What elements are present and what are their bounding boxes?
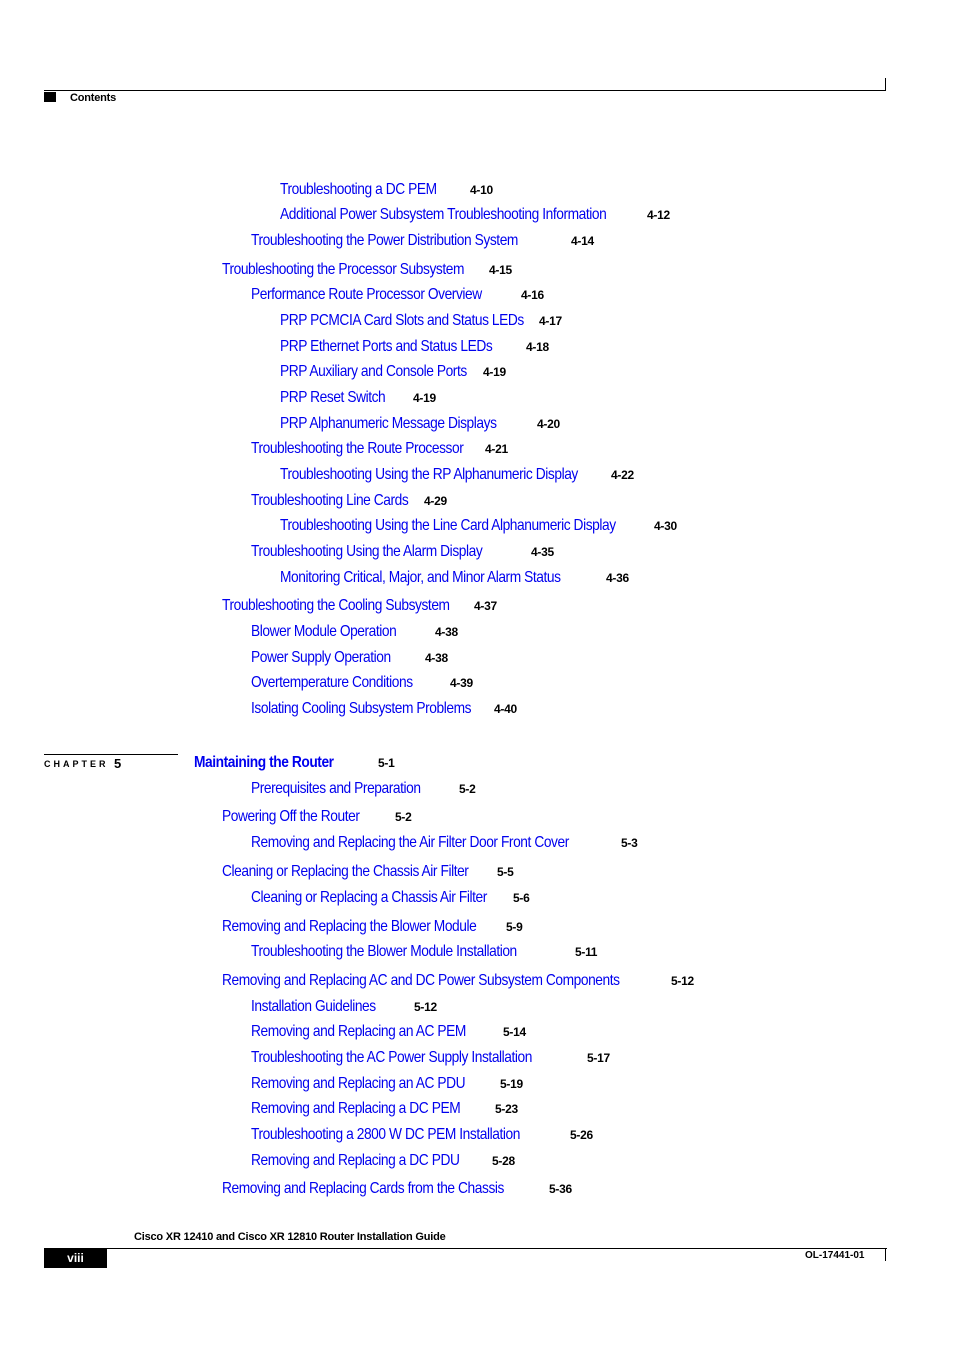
toc-entry-page: 4-39 [450,676,473,690]
toc-entry-page: 4-15 [489,263,512,277]
toc-entry-page: 4-22 [611,468,634,482]
toc-entry[interactable] [251,1099,518,1119]
toc-entry[interactable] [280,311,564,331]
toc-entry[interactable] [222,971,694,991]
toc-entry-title[interactable]: Powering Off the Router [222,808,360,825]
toc-entry-title[interactable]: Troubleshooting Using the RP Alphanumeric Display [280,466,578,483]
toc-entry[interactable] [222,862,514,882]
toc-entry-page: 4-35 [531,545,554,559]
toc-entry[interactable] [222,1179,572,1199]
toc-entry-title[interactable]: Troubleshooting the Processor Subsystem [222,261,464,278]
toc-entry-page: 5-36 [549,1182,572,1196]
toc-entry-title[interactable]: Troubleshooting Using the Alarm Display [251,543,483,560]
toc-entry-title[interactable]: Overtemperature Conditions [251,674,413,691]
toc-entry[interactable] [251,1022,526,1042]
toc-entry-page: 5-3 [621,836,638,850]
toc-entry[interactable] [251,439,508,459]
toc-entry[interactable] [222,917,523,937]
footer-title: Cisco XR 12410 and Cisco XR 12810 Router Installation Guide [134,1231,446,1243]
toc-entry-page: 4-38 [425,651,448,665]
toc-entry-title[interactable]: Blower Module Operation [251,623,397,640]
toc-entry-title[interactable]: Removing and Replacing an AC PDU [251,1075,466,1092]
chapter-number: 5 [114,756,122,771]
toc-entry[interactable] [251,622,458,642]
toc-entry-page: 4-19 [413,391,436,405]
toc-entry-page: 5-9 [506,920,523,934]
toc-entry[interactable] [280,337,549,357]
toc-entry[interactable] [280,516,677,536]
toc-entry[interactable] [280,388,436,408]
toc-entry[interactable] [280,205,670,225]
toc-entry[interactable] [251,1074,523,1094]
toc-entry-title[interactable]: Removing and Replacing AC and DC Power Subsystem Components [222,972,620,989]
toc-entry-page: 4-18 [526,340,549,354]
header-rule [44,90,886,91]
toc-entry-page: 4-14 [571,234,594,248]
toc-entry-page: 4-20 [537,417,560,431]
toc-entry[interactable] [280,180,493,200]
toc-entry-page: 4-12 [647,208,670,222]
toc-entry-title[interactable]: Removing and Replacing Cards from the Chassis [222,1180,504,1197]
footer-rule [107,1248,887,1249]
toc-entry[interactable] [251,1125,593,1145]
toc-entry-title[interactable]: Removing and Replacing a DC PEM [251,1100,461,1117]
toc-entry-title[interactable]: Monitoring Critical, Major, and Minor Alarm Status [280,569,561,586]
chapter-label: CHAPTER [44,759,109,769]
toc-entry-title[interactable]: Installation Guidelines [251,998,376,1015]
toc-entry-page: 5-1 [378,756,395,770]
toc-entry-title[interactable]: Isolating Cooling Subsystem Problems [251,700,472,717]
toc-entry-title[interactable]: Troubleshooting the Power Distribution System [251,232,518,249]
toc-entry-title[interactable]: Troubleshooting a 2800 W DC PEM Installation [251,1126,520,1143]
toc-entry-page: 4-30 [654,519,677,533]
toc-entry-title[interactable]: Removing and Replacing an AC PEM [251,1023,466,1040]
toc-entry-title[interactable]: PRP PCMCIA Card Slots and Status LEDs [280,312,524,329]
toc-entry-page: 4-21 [485,442,508,456]
toc-entry-title[interactable]: Power Supply Operation [251,649,391,666]
toc-entry-page: 5-14 [503,1025,526,1039]
toc-entry-title[interactable]: Removing and Replacing the Blower Module [222,918,477,935]
toc-entry-title[interactable]: Troubleshooting Using the Line Card Alphanumeric Display [280,517,616,534]
footer-page-number: viii [44,1248,107,1268]
toc-entry-page: 4-36 [606,571,629,585]
toc-entry-page: 5-11 [575,945,598,959]
toc-entry-page: 5-12 [671,974,694,988]
toc-entry-page: 5-6 [513,891,530,905]
toc-entry[interactable] [251,779,476,799]
toc-entry-title[interactable]: Troubleshooting Line Cards [251,492,409,509]
toc-entry[interactable] [251,285,544,305]
toc-entry-page: 5-19 [500,1077,523,1091]
toc-entry-page: 4-10 [470,183,493,197]
toc-entry[interactable] [280,414,560,434]
toc-entry[interactable] [194,753,395,773]
toc-entry-page: 4-19 [483,365,506,379]
toc-entry-title[interactable]: Cleaning or Replacing the Chassis Air Filter [222,863,469,880]
toc-entry[interactable] [222,260,512,280]
toc-entry-title[interactable]: Performance Route Processor Overview [251,286,482,303]
toc-entry-title[interactable]: Cleaning or Replacing a Chassis Air Filter [251,889,487,906]
toc-entry-page: 5-26 [570,1128,593,1142]
toc-entry[interactable] [251,888,530,908]
toc-entry[interactable] [251,942,598,962]
toc-entry-title[interactable]: PRP Ethernet Ports and Status LEDs [280,338,493,355]
toc-entry[interactable] [251,1151,515,1171]
toc-entry-page: 4-38 [435,625,458,639]
toc-entry[interactable] [251,699,517,719]
toc-entry-title[interactable]: PRP Reset Switch [280,389,386,406]
toc-entry-page: 4-40 [494,702,517,716]
toc-entry-title[interactable]: Troubleshooting the Cooling Subsystem [222,597,450,614]
footer-doc-number: OL-17441-01 [805,1250,865,1261]
toc-entry-title[interactable]: Troubleshooting a DC PEM [280,181,437,198]
toc-entry[interactable] [251,542,554,562]
header-section: Contents [70,92,117,104]
toc-entry-page: 5-2 [459,782,476,796]
toc-entry[interactable] [222,807,412,827]
toc-entry-title[interactable]: Prerequisites and Preparation [251,780,421,797]
toc-entry-title[interactable]: Maintaining the Router [194,754,334,771]
header-marker [44,92,56,102]
toc-entry[interactable] [251,231,594,251]
toc-entry[interactable] [251,491,447,511]
toc-entry-title[interactable]: Troubleshooting the Blower Module Installation [251,943,517,960]
toc-entry[interactable] [251,673,473,693]
toc-entry-page: 4-37 [474,599,497,613]
toc-entry[interactable] [251,1048,610,1068]
toc-entry-title[interactable]: PRP Auxiliary and Console Ports [280,363,467,380]
toc-entry[interactable] [280,362,506,382]
toc-entry-title[interactable]: Removing and Replacing a DC PDU [251,1152,460,1169]
toc-entry[interactable] [251,833,638,853]
toc-entry-title[interactable]: Troubleshooting the Route Processor [251,440,464,457]
toc-entry-title[interactable]: Additional Power Subsystem Troubleshooting Information [280,206,607,223]
toc-entry-page: 4-16 [521,288,544,302]
toc-entry[interactable] [222,596,497,616]
toc-entry[interactable] [251,648,448,668]
toc-entry-title[interactable]: PRP Alphanumeric Message Displays [280,415,497,432]
toc-entry[interactable] [280,568,629,588]
toc-entry-page: 4-29 [424,494,447,508]
footer-tick [885,1248,886,1261]
toc-entry-page: 5-5 [497,865,514,879]
toc-entry-page: 5-23 [495,1102,518,1116]
toc-entry-page: 4-17 [539,314,562,328]
toc-entry-page: 5-28 [492,1154,515,1168]
toc-entry-page: 5-12 [414,1000,437,1014]
toc-entry-page: 5-17 [587,1051,610,1065]
toc-entry-page: 5-2 [395,810,412,824]
toc-entry[interactable] [251,997,437,1017]
chapter-rule [44,754,178,755]
toc-entry-title[interactable]: Troubleshooting the AC Power Supply Installation [251,1049,532,1066]
toc-entry[interactable] [280,465,634,485]
toc-entry-title[interactable]: Removing and Replacing the Air Filter Door Front Cover [251,834,569,851]
